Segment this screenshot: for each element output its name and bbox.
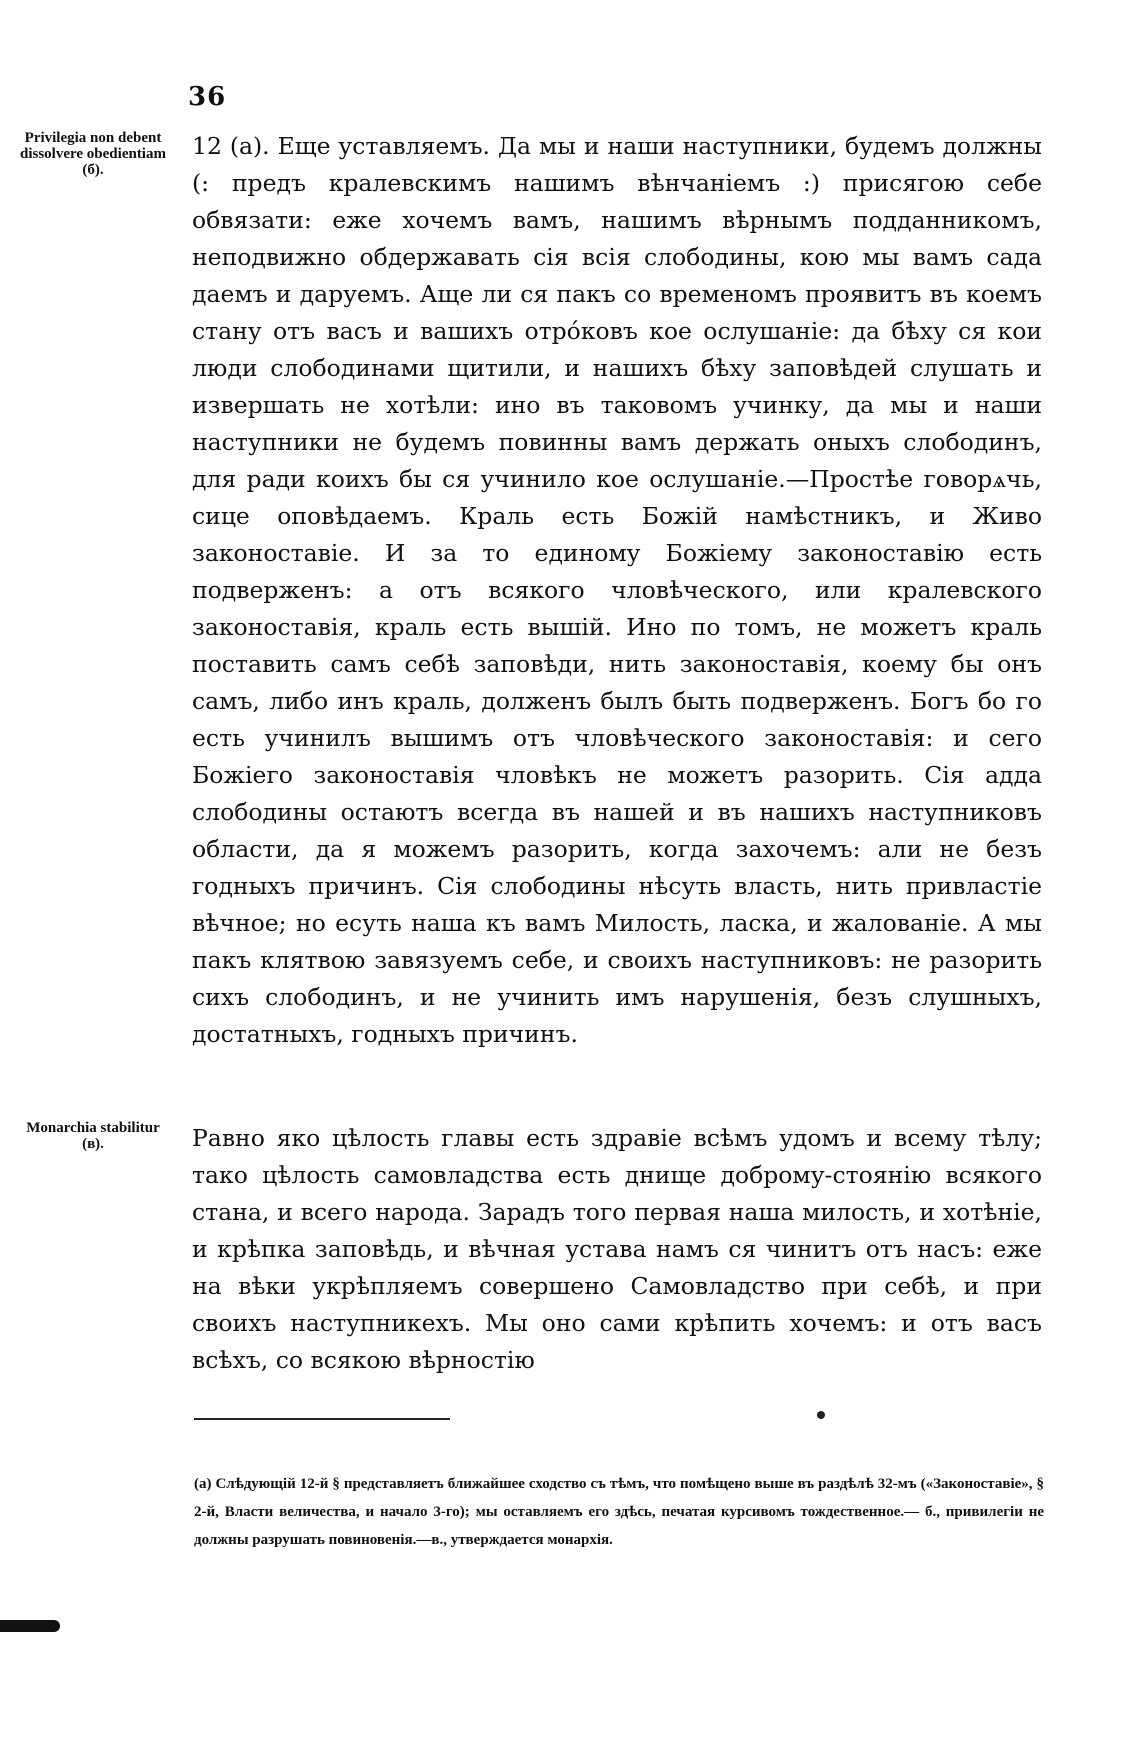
paragraph-12a: 12 (а). Еще уставляемъ. Да мы и наши наступники, будемъ должны (: предъ кралевскимъ нашимъ вѣнчаніемъ :) присягою себе обвязати: еже хочемъ вамъ, нашимъ вѣрнымъ подданникомъ, неподвижно обдержавать сія всія слободины, кою мы вамъ сада даемъ и даруемъ. Аще ли ся пакъ со временомъ проявитъ въ коемъ стану отъ васъ и вашихъ отрόковъ кое ослушаніе: да бѣху ся кои люди слободинами щитили, и нашихъ бѣху заповѣдей слушать и извершать не хотѣли: ино въ таковомъ учинку, да мы и наши наступники не будемъ повинны вамъ держать оныхъ слободинъ, для ради коихъ бы ся учинило кое ослушаніе.—Простѣе говорѧчь, сице оповѣдаемъ. Краль есть Божій намѣстникъ, и Живо законоставіе. И за то единому Божіему законоставію есть подверженъ: а отъ всякого чловѣческого, или кралевского законоставія, краль есть вышій. Ино по томъ, не можетъ краль поставить самъ себѣ заповѣди, нить законоставія, коему бы онъ самъ, либо инъ краль, долженъ былъ быть подверженъ. Богъ бо го есть учинилъ вышимъ отъ чловѣческого законоставія: и сего Божіего законоставія чловѣкъ не можетъ разорить. Сія адда слободины остаютъ всегда въ нашей и въ нашихъ наступниковъ области, да я можемъ разорить, когда захочемъ: али не безъ годныхъ причинъ. Сія слободины нѣсуть власть, нить привластіе вѣчное; но есуть наша къ вамъ Милость, ласка, и жалованіе. А мы пакъ клятвою завязуемъ себе, и своихъ наступниковъ: не разорить сихъ слободинъ, и не учинить имъ нарушенія, безъ слушныхъ, достатныхъ, годныхъ причинъ. (192, 132, 1042, 1048)
paragraph-monarchy: Равно яко цѣлость главы есть здравіе всѣмъ удомъ и всему тѣлу; тако цѣлость самовладства есть днище доброму-стоянію всякого стана, и всего народа. Зарадъ того первая наша милость, и хотѣніе, и крѣпка заповѣдь, и вѣчная устава намъ ся чинитъ отъ насъ: еже на вѣки укрѣпляемъ совершено Самовладство при себѣ, и при своихъ наступникехъ. Мы оно сами крѣпить хочемъ: и отъ васъ всѣхъ, со всякою вѣрностію (192, 1124, 1042, 1374)
main-text-section-1 (192, 128, 1042, 1053)
ink-dot (817, 1411, 825, 1419)
footnote-rule (194, 1418, 450, 1420)
main-text-section-2 (192, 1120, 1042, 1379)
scan-smudge (0, 1620, 60, 1632)
margin-note-monarchy: Monarchia stabilitur (в). (26, 1120, 160, 1152)
page-number: 36 (188, 82, 227, 112)
footnote: (а) Слѣдующій 12-й § представляетъ ближайшее сходство съ тѣмъ, что помѣщено выше въ раздѣлѣ 32-мъ («Законоставіе», § 2-й, Власти величества, и начало 3-го); мы оставляемъ его здѣсь, печатая курсивомъ тождественное.— б., привилегіи не должны разрушать повиновенія.—в., утверждается монархія. (194, 1476, 1044, 1548)
margin-note-privileges: Privilegia non debent dissolvere obedientiam (б). (20, 130, 166, 178)
